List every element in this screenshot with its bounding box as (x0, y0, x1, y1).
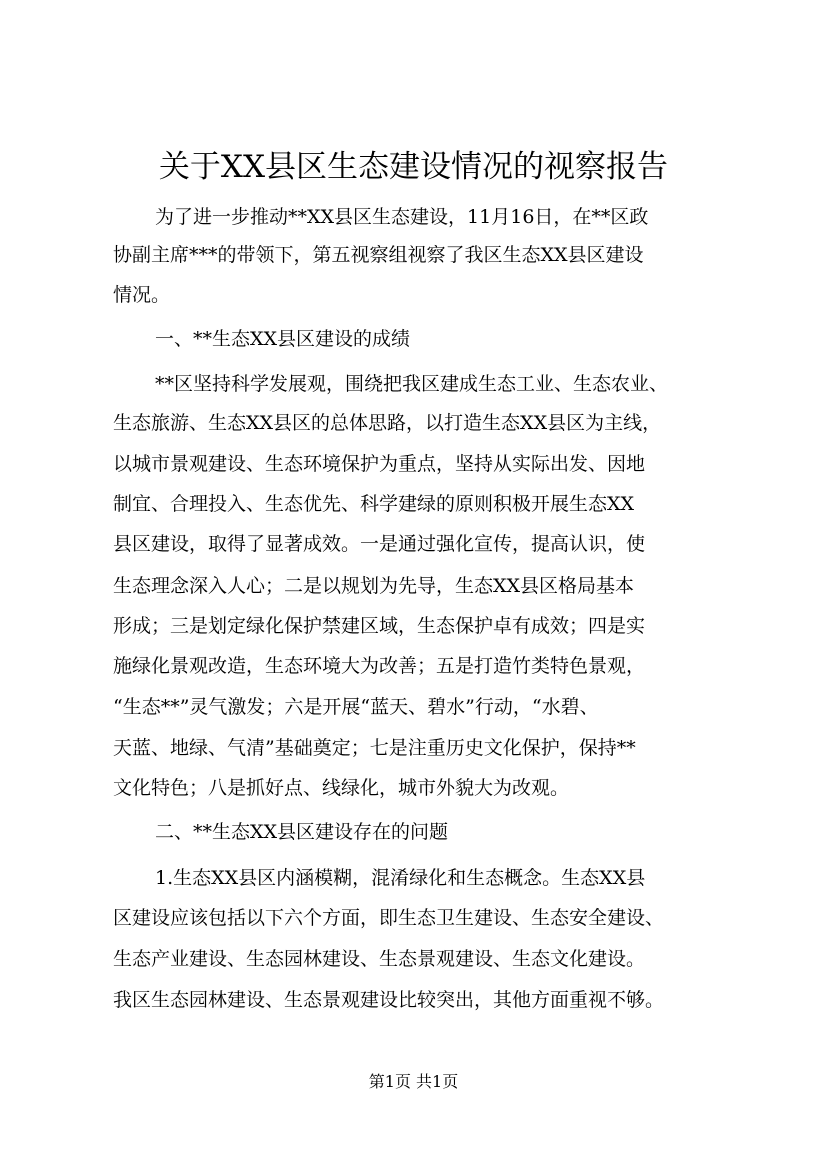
paragraph-line: 文化特色；八是抓好点、线绿化，城市外貌大为改观。 (113, 777, 570, 799)
paragraph-line: 1.生态XX县区内涵模糊，混淆绿化和生态概念。生态XX县 (155, 867, 646, 889)
paragraph-line: 我区生态园林建设、生态景观建设比较突出，其他方面重视不够。 (113, 989, 665, 1011)
paragraph-line: 制宜、合理投入、生态优先、科学建绿的原则积极开展生态XX (113, 493, 635, 515)
paragraph-line: 区建设应该包括以下六个方面，即生态卫生建设、生态安全建设、 (113, 907, 665, 929)
paragraph-line: **区坚持科学发展观，围绕把我区建成生态工业、生态农业、 (155, 373, 669, 395)
paragraph-line: 协副主席***的带领下，第五视察组视察了我区生态XX县区建设 (113, 244, 644, 266)
paragraph-line: 施绿化景观改造，生态环境大为改善；五是打造竹类特色景观， (113, 655, 646, 677)
paragraph-line: “生态**”灵气激发；六是开展“蓝天、碧水”行动，“水碧、 (113, 696, 599, 718)
paragraph-line: 以城市景观建设、生态环境保护为重点，坚持从实际出发、因地 (113, 453, 646, 475)
section-heading: 一、**生态XX县区建设的成绩 (155, 328, 411, 350)
page-footer: 第1页 共1页 (368, 1072, 459, 1091)
paragraph-line: 生态旅游、生态XX县区的总体思路，以打造生态XX县区为主线， (113, 412, 662, 434)
paragraph-line: 生态产业建设、生态园林建设、生态景观建设、生态文化建设。 (113, 948, 646, 970)
section-heading: 二、**生态XX县区建设存在的问题 (155, 821, 449, 843)
paragraph-line: 形成；三是划定绿化保护禁建区域，生态保护卓有成效；四是实 (113, 615, 646, 637)
paragraph-line: 生态理念深入人心；二是以规划为先导，生态XX县区格局基本 (113, 575, 635, 597)
paragraph-line: 情况。 (113, 284, 171, 306)
paragraph-line: 天蓝、地绿、气清”基础奠定；七是注重历史文化保护，保持** (113, 737, 636, 759)
paragraph-line: 为了进一步推动**XX县区生态建设，11月16日，在**区政 (155, 206, 649, 228)
paragraph-line: 县区建设，取得了显著成效。一是通过强化宣传，提高认识，使 (113, 533, 646, 555)
document-title: 关于XX县区生态建设情况的视察报告 (158, 149, 669, 185)
